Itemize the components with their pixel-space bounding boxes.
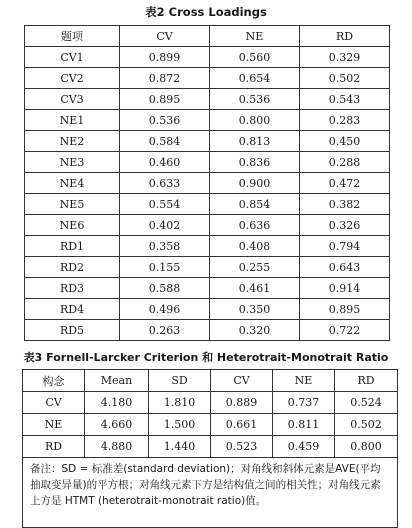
table2-row [25, 236, 390, 257]
table2-row [25, 173, 390, 194]
table2-row [25, 110, 390, 131]
table2-cell: 0.899 [120, 47, 210, 68]
table2-row-label: NE2 [25, 131, 120, 152]
table2-cell: 0.900 [210, 173, 300, 194]
table2-body [25, 47, 390, 341]
table2-cell: 0.554 [120, 194, 210, 215]
table2-row-label: NE1 [25, 110, 120, 131]
table3-cell: 0.502 [335, 414, 398, 436]
table2-header-cell: 题项 [25, 26, 120, 47]
table2-cell: 0.450 [300, 131, 390, 152]
table3-cell: 0.811 [273, 414, 335, 436]
table3-cell: 0.737 [273, 392, 335, 414]
table3-cell: 0.661 [211, 414, 273, 436]
table2-cell: 0.460 [120, 152, 210, 173]
table2-row [25, 215, 390, 236]
table3-header-cell: 构念 [23, 370, 85, 392]
table2-cell: 0.813 [210, 131, 300, 152]
table2-row-label: CV3 [25, 89, 120, 110]
table3-header-cell: RD [335, 370, 398, 392]
table2-cell: 0.326 [300, 215, 390, 236]
table2-cell: 0.402 [120, 215, 210, 236]
table3-cell: 0.523 [211, 436, 273, 458]
table3-row [23, 436, 398, 458]
table2-cell: 0.263 [120, 320, 210, 341]
table2-cell: 0.722 [300, 320, 390, 341]
fornell-larcker-table [22, 369, 398, 528]
table2-header-cell: CV [120, 26, 210, 47]
table2-row [25, 131, 390, 152]
table2-row-label: RD5 [25, 320, 120, 341]
table2-cell: 0.255 [210, 257, 300, 278]
table3-header-cell: Mean [85, 370, 149, 392]
table2-cell: 0.461 [210, 278, 300, 299]
table2-cell: 0.895 [120, 89, 210, 110]
table3-note-row [23, 458, 398, 528]
table2-cell: 0.536 [210, 89, 300, 110]
table2-cell: 0.283 [300, 110, 390, 131]
table2-cell: 0.320 [210, 320, 300, 341]
table3-header-cell: SD [149, 370, 211, 392]
table3-cell: 0.524 [335, 392, 398, 414]
table2-cell: 0.496 [120, 299, 210, 320]
table3-row-label: CV [23, 392, 85, 414]
table3-cell: 1.500 [149, 414, 211, 436]
table2-row [25, 257, 390, 278]
table3-header-cell: NE [273, 370, 335, 392]
table2-row-label: NE5 [25, 194, 120, 215]
table2-cell: 0.358 [120, 236, 210, 257]
table2-row-label: RD3 [25, 278, 120, 299]
table2-header-cell: RD [300, 26, 390, 47]
table3-cell: 1.440 [149, 436, 211, 458]
table2-cell: 0.588 [120, 278, 210, 299]
table3-cell: 4.180 [85, 392, 149, 414]
table2-cell: 0.800 [210, 110, 300, 131]
table3-cell: 4.880 [85, 436, 149, 458]
table2-row-label: NE4 [25, 173, 120, 194]
table2-header-cell: NE [210, 26, 300, 47]
table3-cell: 0.800 [335, 436, 398, 458]
table3-header-cell: CV [211, 370, 273, 392]
table3-cell: 0.459 [273, 436, 335, 458]
table3-caption: 表3 Fornell-Larcker Criterion 和 Heterotrait-Monotrait Ratio [23, 351, 389, 364]
table2-cell: 0.584 [120, 131, 210, 152]
cross-loadings-table [24, 25, 390, 341]
table2-cell: 0.288 [300, 152, 390, 173]
table2-caption: 表2 Cross Loadings [145, 5, 267, 19]
table3-cell: 4.660 [85, 414, 149, 436]
table3-header-row [23, 370, 398, 392]
table2-cell: 0.155 [120, 257, 210, 278]
table2-cell: 0.654 [210, 68, 300, 89]
table2-row [25, 320, 390, 341]
table2-row [25, 152, 390, 173]
table2-row-label: RD4 [25, 299, 120, 320]
table3-row [23, 392, 398, 414]
table3-body [23, 392, 398, 458]
table2-cell: 0.914 [300, 278, 390, 299]
table3-cell: 0.889 [211, 392, 273, 414]
table2-row-label: NE6 [25, 215, 120, 236]
table2-cell: 0.643 [300, 257, 390, 278]
table2-cell: 0.408 [210, 236, 300, 257]
table2-row [25, 194, 390, 215]
table2-cell: 0.895 [300, 299, 390, 320]
table2-row-label: RD2 [25, 257, 120, 278]
table2-cell: 0.560 [210, 47, 300, 68]
table2-cell: 0.794 [300, 236, 390, 257]
table2-cell: 0.633 [120, 173, 210, 194]
table2-row [25, 68, 390, 89]
table2-cell: 0.329 [300, 47, 390, 68]
table2-row-label: NE3 [25, 152, 120, 173]
table2-cell: 0.543 [300, 89, 390, 110]
table2-row [25, 89, 390, 110]
table2-cell: 0.472 [300, 173, 390, 194]
table2-row [25, 278, 390, 299]
table2-cell: 0.502 [300, 68, 390, 89]
table2-row [25, 299, 390, 320]
table3-cell: 1.810 [149, 392, 211, 414]
table3-row-label: NE [23, 414, 85, 436]
table2-cell: 0.872 [120, 68, 210, 89]
table3-row [23, 414, 398, 436]
table2-cell: 0.536 [120, 110, 210, 131]
table2-cell: 0.836 [210, 152, 300, 173]
table2-cell: 0.854 [210, 194, 300, 215]
table3-row-label: RD [23, 436, 85, 458]
table2-row-label: RD1 [25, 236, 120, 257]
table2-cell: 0.350 [210, 299, 300, 320]
table2-row [25, 47, 390, 68]
table2-cell: 0.382 [300, 194, 390, 215]
table2-row-label: CV2 [25, 68, 120, 89]
table3-note: 备注：SD = 标准差(standard deviation)；对角线和斜体元素是AVE(平均抽取变异量)的平方根；对角线元素下方是结构值之间的相关性；对角线元素上方是 HTMT (heterotrait-monotrait ratio)值。 [23, 458, 398, 528]
table2-header-row [25, 26, 390, 47]
table2-cell: 0.636 [210, 215, 300, 236]
table2-row-label: CV1 [25, 47, 120, 68]
